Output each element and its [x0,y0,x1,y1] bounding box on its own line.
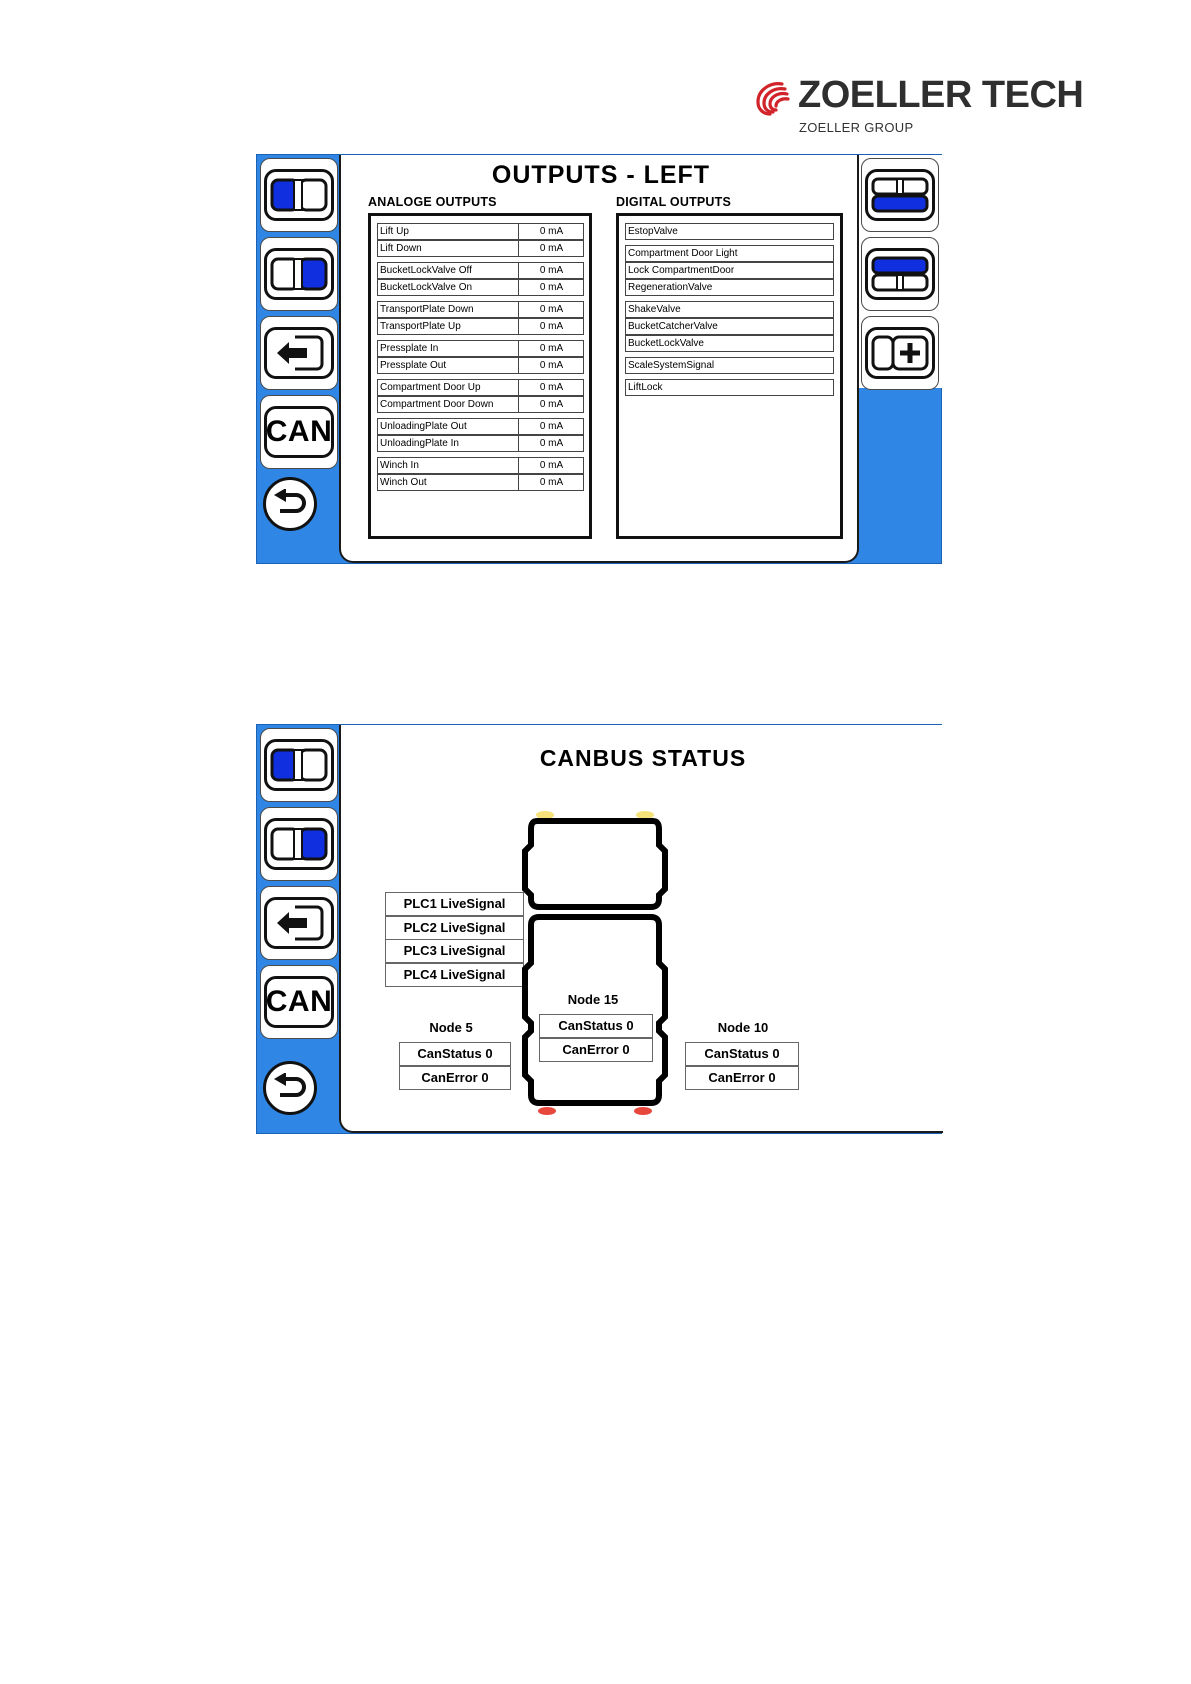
digital-outputs-box [616,213,843,539]
zoeller-swirl-icon [752,78,792,118]
company-group: ZOELLER GROUP [799,120,914,135]
exit-icon [273,335,325,371]
company-name: ZOELLER TECH [798,74,1084,116]
add-button[interactable] [861,316,939,390]
digital-row: LiftLock [625,379,834,396]
company-logo [752,74,1084,142]
view-left-button[interactable] [260,158,338,232]
view-left-blue-icon [270,178,328,212]
analoge-row: Lift Down 0 mA [377,240,584,257]
analoge-outputs-label: ANALOGE OUTPUTS [368,195,497,209]
analoge-row: Winch In 0 mA [377,457,584,474]
view-right-button[interactable] [260,807,338,881]
add-icon [871,335,929,371]
can-error: CanError 0 [685,1066,799,1090]
can-status: CanStatus 0 [685,1042,799,1066]
digital-row: BucketLockValve [625,335,834,352]
analoge-row: BucketLockValve On 0 mA [377,279,584,296]
plc-live-signal: PLC1 LiveSignal [385,892,524,916]
digital-row: Compartment Door Light [625,245,834,262]
plc-live-signal: PLC4 LiveSignal [385,963,524,987]
node-label: Node 5 [429,1020,473,1035]
view-bottom-blue-icon [871,177,929,213]
digital-row: ShakeValve [625,301,834,318]
analoge-row: UnloadingPlate In 0 mA [377,435,584,452]
analoge-row: Compartment Door Down 0 mA [377,396,584,413]
analoge-row: BucketLockValve Off 0 mA [377,262,584,279]
view-left-button[interactable] [260,728,338,802]
page-title: CANBUS STATUS [539,745,747,771]
plc-live-signal: PLC2 LiveSignal [385,916,524,940]
analoge-row: Pressplate In 0 mA [377,340,584,357]
view-top-button[interactable] [861,237,939,311]
analoge-row: Lift Up 0 mA [377,223,584,240]
outputs-screen [256,154,942,564]
view-right-blue-icon [270,257,328,291]
canbus-screen [256,724,942,1134]
digital-outputs-label: DIGITAL OUTPUTS [616,195,732,209]
analoge-row: TransportPlate Down 0 mA [377,301,584,318]
view-right-button[interactable] [260,237,338,311]
digital-row: ScaleSystemSignal [625,357,834,374]
analoge-row: Winch Out 0 mA [377,474,584,491]
can-status: CanStatus 0 [399,1042,511,1066]
exit-button[interactable] [260,886,338,960]
digital-row: EstopValve [625,223,834,240]
node-label: Node 15 [567,992,619,1007]
can-button[interactable] [260,965,338,1039]
back-icon [272,489,308,519]
outputs-panel [339,155,859,563]
canbus-panel [339,725,943,1133]
back-button[interactable] [263,1061,317,1115]
page-title: OUTPUTS - LEFT [491,161,711,189]
analoge-row: UnloadingPlate Out 0 mA [377,418,584,435]
view-bottom-button[interactable] [861,158,939,232]
digital-row: BucketCatcherValve [625,318,834,335]
can-status: CanStatus 0 [539,1014,653,1038]
can-button-label: CAN [264,976,334,1028]
back-button[interactable] [263,477,317,531]
analoge-row: TransportPlate Up 0 mA [377,318,584,335]
view-left-blue-icon [270,748,328,782]
analoge-row: Compartment Door Up 0 mA [377,379,584,396]
can-error: CanError 0 [539,1038,653,1062]
exit-icon [273,905,325,941]
analoge-outputs-box [368,213,592,539]
back-icon [272,1073,308,1103]
can-error: CanError 0 [399,1066,511,1090]
exit-button[interactable] [260,316,338,390]
can-button[interactable] [260,395,338,469]
view-right-blue-icon [270,827,328,861]
view-top-blue-icon [871,256,929,292]
digital-row: RegenerationValve [625,279,834,296]
vehicle-outline-icon [515,811,675,1116]
can-button-label: CAN [264,406,334,458]
digital-row: Lock CompartmentDoor [625,262,834,279]
analoge-row: Pressplate Out 0 mA [377,357,584,374]
node-label: Node 10 [717,1020,769,1035]
plc-live-signal: PLC3 LiveSignal [385,939,524,963]
